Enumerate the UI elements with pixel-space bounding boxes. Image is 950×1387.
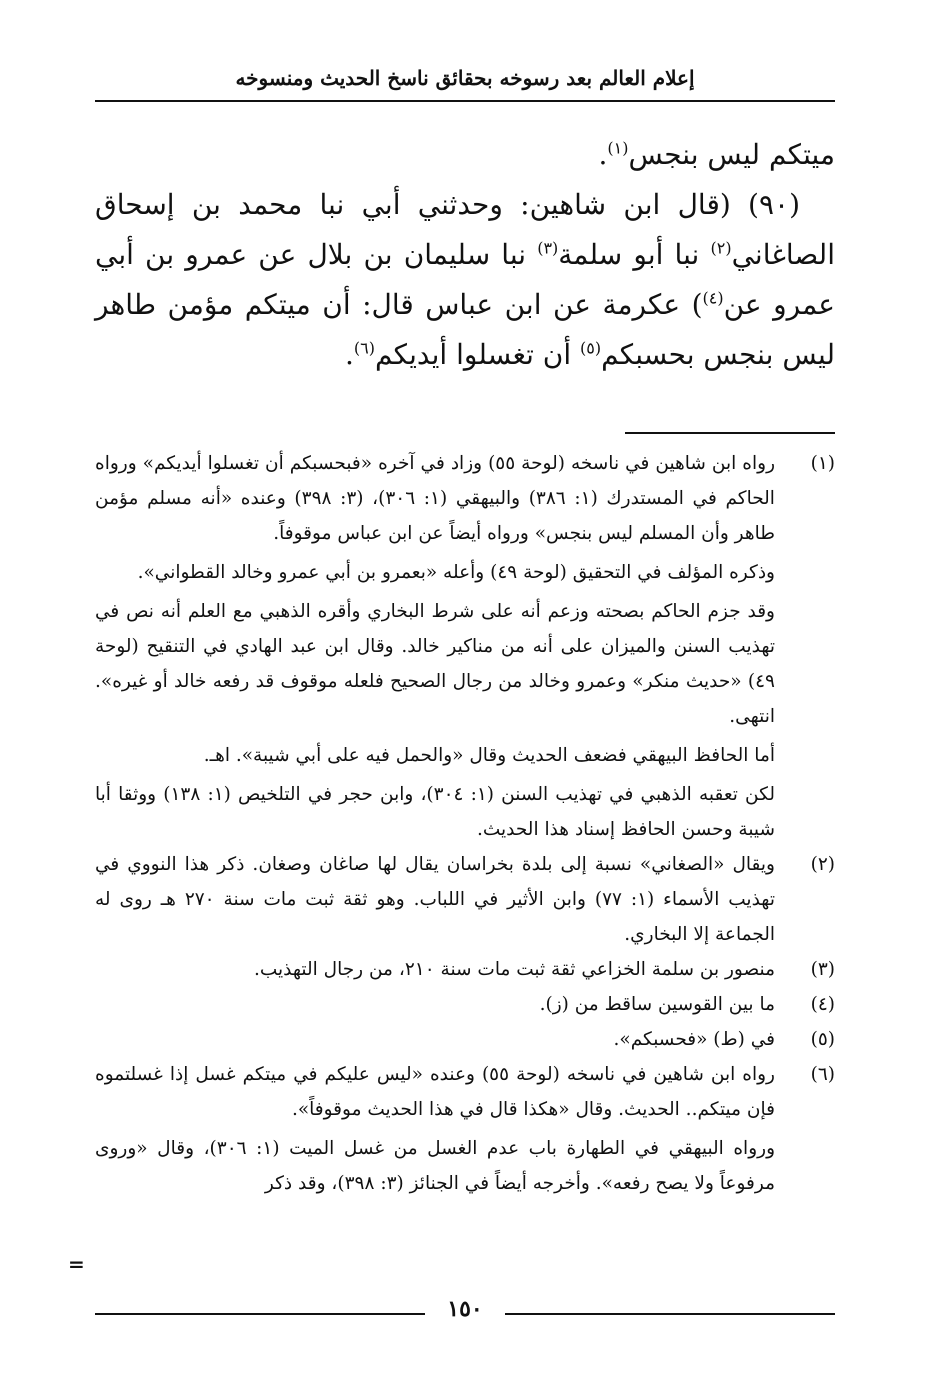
running-header: إعلام العالم بعد رسوخه بحقائق ناسخ الحديث ومنسوخه bbox=[235, 66, 695, 90]
footer-rule-left bbox=[95, 1313, 425, 1315]
main-paragraph-1-text: ميتكم ليس بنجس bbox=[628, 138, 835, 171]
footnote-paragraph: ما بين القوسين ساقط من (ز). bbox=[539, 994, 775, 1015]
footnote-number: (١) bbox=[810, 453, 835, 474]
footnote-paragraph: في (ط) «فحسبكم». bbox=[613, 1029, 775, 1050]
footnote-ref[interactable]: (٦) bbox=[353, 338, 376, 358]
hadith-text-segment: أن تغسلوا أيديكم bbox=[375, 338, 581, 371]
footnote-ref[interactable]: (٥) bbox=[580, 338, 602, 358]
footnote-body bbox=[95, 1057, 775, 1201]
footnote-paragraph: ويقال «الصغاني» نسبة إلى بلدة بخراسان يقال لها صاغان وصغان. ذكر هذا النووي في تهذيب الأسماء (١: ٧٧) وابن الأثير في اللباب. وهو ثقة ثبت مات سنة ٢٧٠ هـ روى له الجماعة إلا البخاري. bbox=[95, 854, 775, 945]
hadith-text-segment: نبا سليمان بن بلال عن عمرو بن أبي عمرو عن bbox=[95, 238, 835, 321]
footnote-number: (٣) bbox=[810, 959, 835, 980]
main-paragraph-1 bbox=[95, 130, 835, 180]
footnote-4 bbox=[95, 987, 835, 1022]
main-paragraph-1-end: . bbox=[598, 138, 608, 171]
footnote-body bbox=[95, 1022, 775, 1057]
footnote-paragraph: رواه ابن شاهين في ناسخه (لوحة ٥٥) وعنده «ليس عليكم في ميتكم غسل إذا غسلتموه فإن ميتكم.. الحديث. وقال «هكذا قال في هذا الحديث موقوفاً». bbox=[95, 1064, 775, 1120]
footnote-ref[interactable]: (٣) bbox=[537, 238, 559, 258]
continuation-mark: = bbox=[68, 1252, 85, 1276]
footnote-1 bbox=[95, 446, 835, 847]
footnote-number: (٤) bbox=[810, 994, 835, 1015]
main-text bbox=[95, 130, 835, 380]
footnote-ref[interactable]: (٤) bbox=[702, 288, 724, 308]
footnote-paragraph: منصور بن سلمة الخزاعي ثقة ثبت مات سنة ٢١٠، من رجال التهذيب. bbox=[253, 959, 775, 980]
footnote-5 bbox=[95, 1022, 835, 1057]
footnote-body bbox=[95, 847, 775, 952]
hadith-text-segment: (٩٠) (قال ابن شاهين: وحدثني أبي نبا محمد بن إسحاق الصاغاني bbox=[95, 188, 835, 271]
footnote-body bbox=[95, 987, 775, 1022]
footnote-ref[interactable]: (٢) bbox=[710, 238, 732, 258]
main-paragraph-2 bbox=[95, 180, 835, 380]
footnote-paragraph: أما الحافظ البيهقي فضعف الحديث وقال «والحمل فيه على أبي شيبة». اهـ. bbox=[203, 745, 775, 766]
footnote-paragraph: رواه ابن شاهين في ناسخه (لوحة ٥٥) وزاد في آخره «فبحسبكم أن تغسلوا أيديكم» ورواه الحاكم في المستدرك (١: ٣٨٦) والبيهقي (١: ٣٠٦)، (٣: ٣٩٨) وعنده «أنه مسلم مؤمن طاهر وأن المسلم ليس بنجس» ورواه أيضاً عن ابن عباس موقوفاً. bbox=[95, 453, 775, 544]
footnote-paragraph: لكن تعقبه الذهبي في تهذيب السنن (١: ٣٠٤)، وابن حجر في التلخيص (١: ١٣٨) ووثقا أبا شيبة وحسن الحافظ إسناد هذا الحديث. bbox=[95, 784, 775, 840]
footnote-body bbox=[95, 952, 775, 987]
footnote-ref[interactable]: (١) bbox=[607, 138, 629, 158]
footnote-number: (٢) bbox=[810, 854, 835, 875]
footnote-paragraph: ورواه البيهقي في الطهارة باب عدم الغسل من غسل الميت (١: ٣٠٦)، وقال «وروى مرفوعاً ولا يصح رفعه». وأخرجه أيضاً في الجنائز (٣: ٣٩٨)، وقد ذكر bbox=[95, 1138, 775, 1194]
footnote-2 bbox=[95, 847, 835, 952]
footnote-separator bbox=[625, 432, 835, 434]
hadith-text-segment: نبا أبو سلمة bbox=[558, 238, 711, 271]
header-rule bbox=[95, 100, 835, 102]
footnote-paragraph: وذكره المؤلف في التحقيق (لوحة ٤٩) وأعله «بعمرو بن أبي عمرو وخالد القطواني». bbox=[137, 562, 775, 583]
footnote-number: (٦) bbox=[810, 1064, 835, 1085]
footer-rule-right bbox=[505, 1313, 835, 1315]
footnote-6 bbox=[95, 1057, 835, 1201]
page-number: ١٥٠ bbox=[447, 1296, 483, 1322]
hadith-text-segment: ) عكرمة عن ابن عباس قال: أن ميتكم مؤمن طاهر ليس بنجس بحسبكم bbox=[95, 288, 835, 371]
hadith-text-end: . bbox=[345, 338, 354, 371]
footnote-paragraph: وقد جزم الحاكم بصحته وزعم أنه على شرط البخاري وأقره الذهبي مع العلم أنه نص في تهذيب السنن والميزان على أنه من مناكير خالد. وقال ابن عبد الهادي في التنقيح (لوحة ٤٩) «حديث منكر» وعمرو وخالد من رجال الصحيح فلعله موقوف قد رفعه خالد أو غيره». انتهى. bbox=[95, 601, 775, 727]
footnote-3 bbox=[95, 952, 835, 987]
footnote-body bbox=[95, 446, 775, 847]
footnote-number: (٥) bbox=[810, 1029, 835, 1050]
footnotes bbox=[95, 446, 835, 1201]
